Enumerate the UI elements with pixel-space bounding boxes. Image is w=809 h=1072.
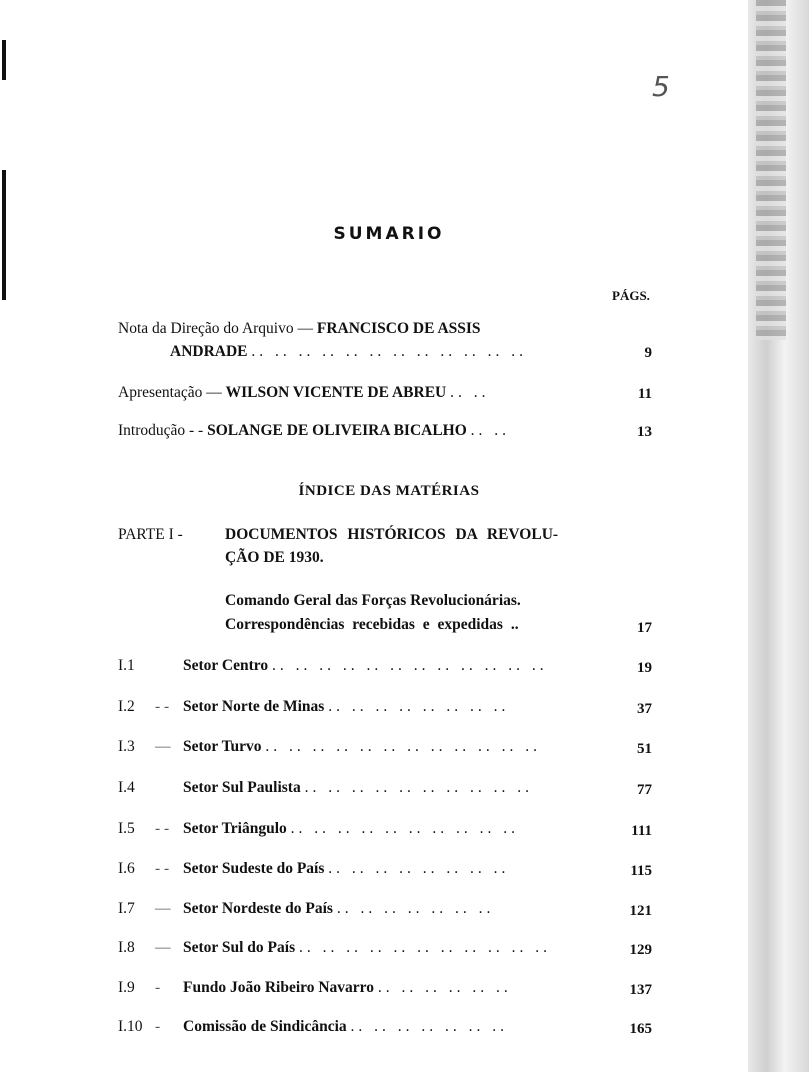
toc-entry xyxy=(183,657,548,675)
entry-prefix: Apresentação — xyxy=(118,384,222,401)
toc-entry xyxy=(183,979,512,997)
leader-dots: .. .. .. .. .. .. .. .. .. .. .. .. xyxy=(251,343,527,360)
entry-separator: - - xyxy=(155,860,170,877)
entry-page: 165 xyxy=(629,1021,652,1037)
page-title: SUMARIO xyxy=(333,224,445,244)
entry-page: 9 xyxy=(644,345,652,361)
entry-separator: — xyxy=(155,900,171,917)
scan-edge-mark xyxy=(2,40,6,80)
entry-separator: - xyxy=(155,1018,161,1035)
leader-dots: .. .. .. .. .. .. .. .. .. .. .. xyxy=(299,939,551,956)
entry-number: I.7 xyxy=(118,900,135,917)
entry-title: Setor Triângulo xyxy=(183,820,287,837)
entry-page: 129 xyxy=(629,942,652,958)
toc-entry-nota-cont xyxy=(170,343,527,361)
entry-author: WILSON VICENTE DE ABREU xyxy=(225,384,447,401)
toc-entry xyxy=(183,779,533,797)
toc-entry xyxy=(183,738,541,756)
entry-page: 51 xyxy=(637,741,652,757)
entry-page: 115 xyxy=(630,863,652,879)
entry-author: ANDRADE xyxy=(170,343,248,360)
toc-entry xyxy=(183,860,509,878)
entry-page: 137 xyxy=(629,982,652,998)
entry-page: 111 xyxy=(631,823,652,839)
leader-dots: .. .. .. .. .. .. .. .. .. .. .. .. xyxy=(271,657,548,674)
toc-entry-apresentacao xyxy=(118,384,490,402)
entry-page: 19 xyxy=(637,660,652,676)
entry-number: I.8 xyxy=(118,939,135,956)
leader-dots: .. .. .. .. .. .. .. .. xyxy=(328,860,510,877)
entry-separator: - - xyxy=(155,698,170,715)
entry-prefix: Nota da Direção do Arquivo — xyxy=(118,320,313,337)
leader-dots: .. .. .. .. .. .. .. .. xyxy=(328,698,510,715)
leader-dots: .. .. .. .. .. .. xyxy=(377,979,512,996)
entry-title: Comissão de Sindicância xyxy=(183,1018,347,1035)
entry-title: Setor Sudeste do País xyxy=(183,860,325,877)
leader-dots: .. .. xyxy=(470,422,511,439)
entry-page: 121 xyxy=(629,903,652,919)
entry-title: Setor Centro xyxy=(183,657,269,674)
page-number: 5 xyxy=(652,70,670,103)
leader-dots: .. .. .. .. .. .. .. .. .. .. .. .. xyxy=(265,738,542,755)
entry-prefix: Introdução - - xyxy=(118,422,204,439)
entry-author: FRANCISCO DE ASSIS xyxy=(316,320,481,337)
toc-entry xyxy=(183,1018,508,1036)
section-title: Comando Geral das Forças Revolucionárias. xyxy=(225,592,521,609)
leader-dots: .. .. .. .. .. .. .. xyxy=(336,900,495,917)
entry-title: Setor Turvo xyxy=(183,738,262,755)
toc-entry xyxy=(183,900,494,918)
entry-author: SOLANGE DE OLIVEIRA BICALHO xyxy=(207,422,467,439)
toc-entry-introducao xyxy=(118,422,510,440)
entry-separator: — xyxy=(155,738,171,755)
entry-number: I.1 xyxy=(118,657,135,674)
section-subtitle-text: Correspondências recebidas e expedidas xyxy=(225,616,503,633)
entry-separator: - - xyxy=(155,820,170,837)
entry-title: Setor Norte de Minas xyxy=(183,698,325,715)
entry-separator: - xyxy=(155,979,161,996)
toc-entry-nota xyxy=(118,320,481,338)
entry-number: I.6 xyxy=(118,860,135,877)
leader-dots: .. xyxy=(510,616,519,633)
part-title-cont: ÇÃO DE 1930. xyxy=(225,549,324,566)
entry-number: I.5 xyxy=(118,820,135,837)
entry-page: 17 xyxy=(637,620,652,636)
entry-page: 37 xyxy=(637,701,652,717)
pages-column-label: PÁGS. xyxy=(612,288,650,303)
part-title: DOCUMENTOS HISTÓRICOS DA REVOLU- xyxy=(225,526,559,543)
entry-title: Setor Nordeste do País xyxy=(183,900,333,917)
toc-entry xyxy=(183,939,551,957)
entry-title: Setor Sul do País xyxy=(183,939,296,956)
entry-page: 77 xyxy=(637,782,652,798)
entry-number: I.2 xyxy=(118,698,135,715)
entry-number: I.10 xyxy=(118,1018,143,1035)
leader-dots: .. .. xyxy=(450,384,490,401)
leader-dots: .. .. .. .. .. .. .. xyxy=(350,1018,509,1035)
leader-dots: .. .. .. .. .. .. .. .. .. .. xyxy=(290,820,520,837)
entry-title: Setor Sul Paulista xyxy=(183,779,301,796)
entry-title: Fundo João Ribeiro Navarro xyxy=(183,979,375,996)
entry-page: 11 xyxy=(637,386,652,402)
section-subtitle xyxy=(225,616,519,634)
entry-number: I.4 xyxy=(118,779,135,796)
part-label: PARTE I - xyxy=(118,526,183,543)
scan-edge-right xyxy=(748,0,809,1072)
entry-page: 13 xyxy=(637,424,652,440)
entry-separator: — xyxy=(155,939,171,956)
index-heading: ÍNDICE DAS MATÉRIAS xyxy=(298,483,480,499)
toc-entry xyxy=(183,820,519,838)
entry-number: I.9 xyxy=(118,979,135,996)
entry-number: I.3 xyxy=(118,738,135,755)
toc-entry xyxy=(183,698,509,716)
leader-dots: .. .. .. .. .. .. .. .. .. .. xyxy=(304,779,533,796)
